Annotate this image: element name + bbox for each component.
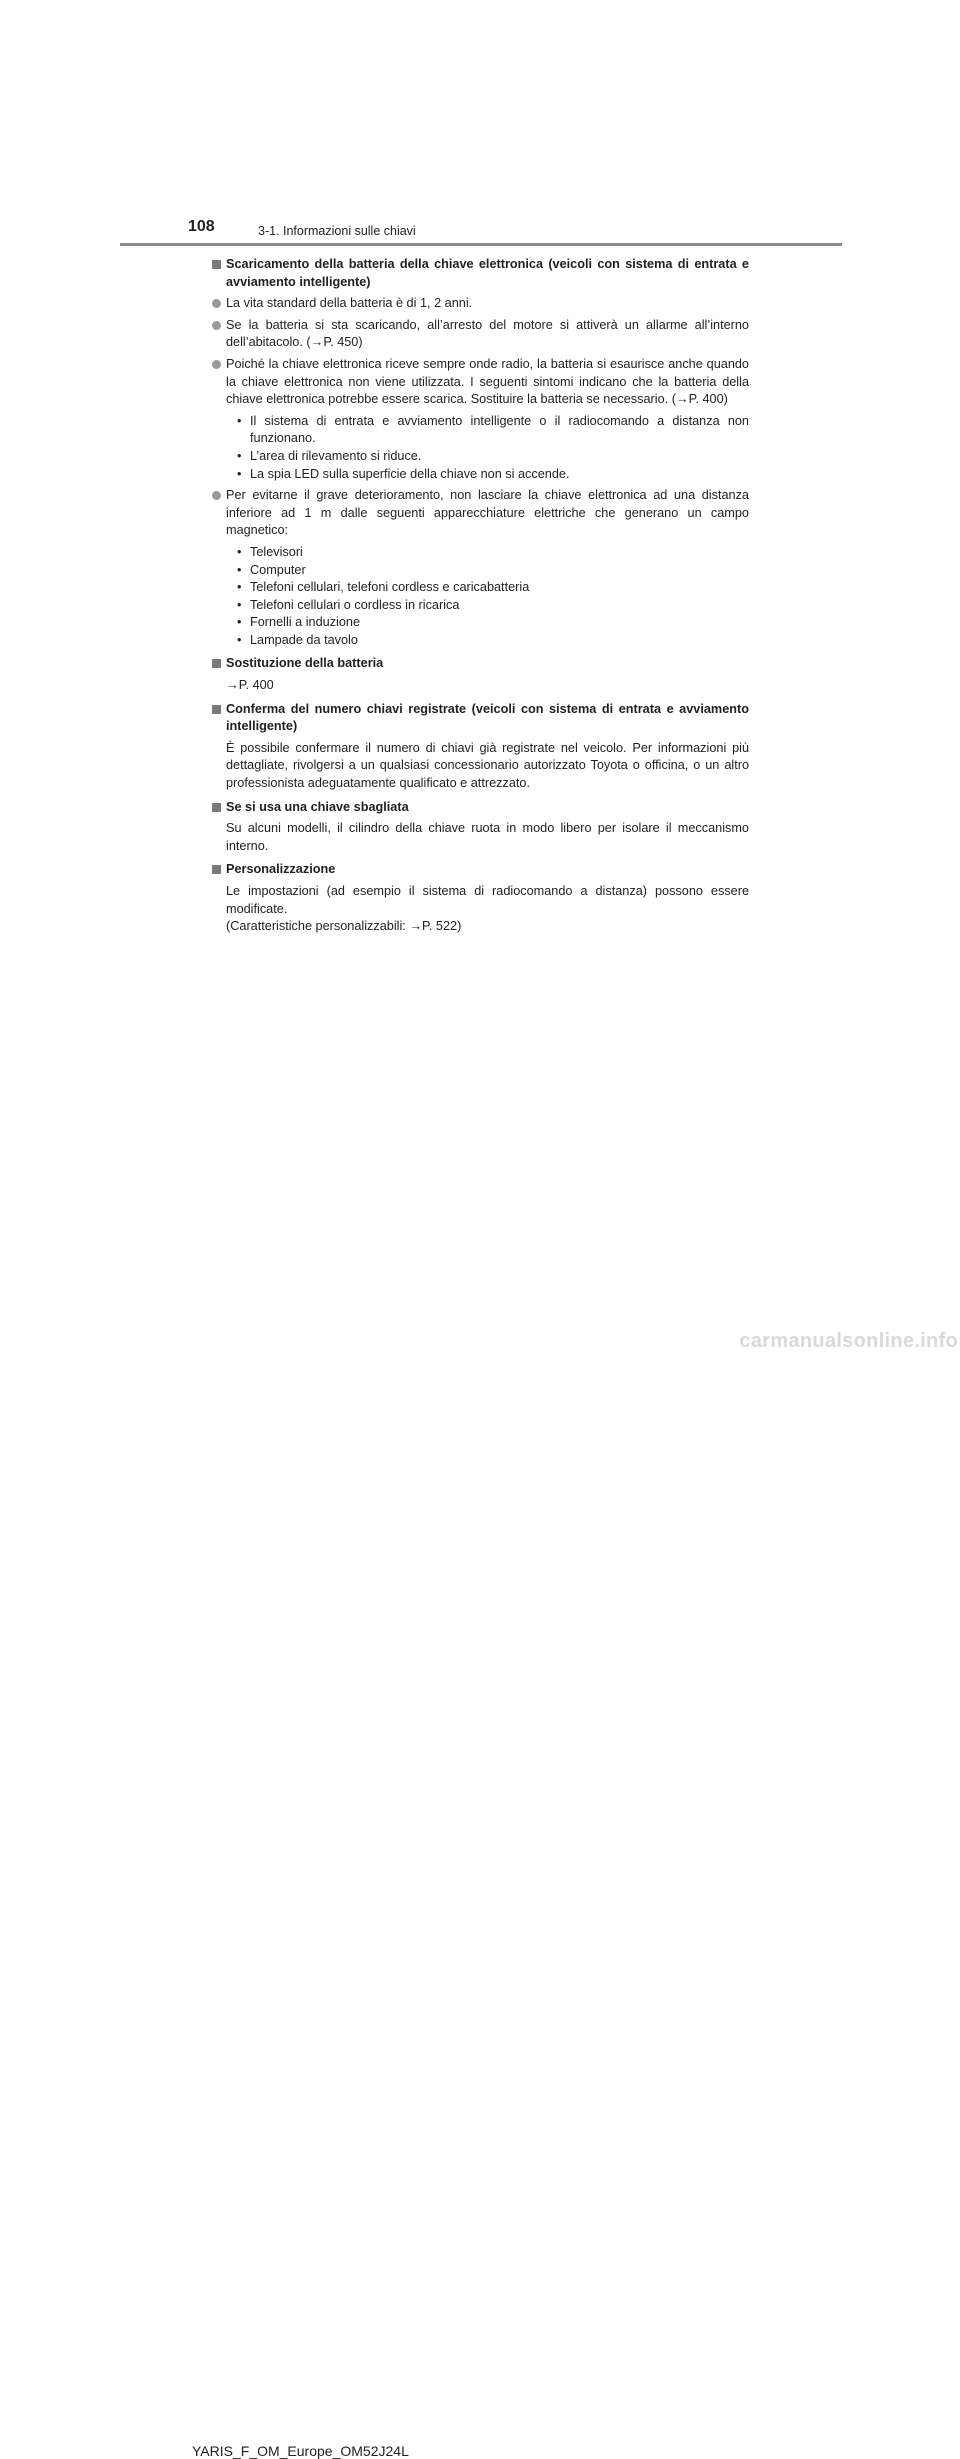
heading-text: Sostituzione della batteria	[226, 656, 384, 671]
section-heading	[211, 799, 749, 817]
circle-bullet-icon	[212, 360, 221, 369]
section-heading	[211, 861, 749, 879]
circle-bullet-icon	[212, 491, 221, 500]
square-bullet-icon	[212, 659, 221, 668]
symptoms-list	[226, 413, 749, 483]
page-reference: →P. 400	[226, 678, 274, 693]
square-bullet-icon	[212, 260, 221, 269]
section-customization	[211, 861, 749, 935]
item-text: Se la batteria si sta scaricando, all’arresto del motore si attiverà un allarme all’interno dell’abitacolo. (→P. 450)	[226, 317, 749, 350]
sub-item: • Telefoni cellulari, telefoni cordless e caricabatteria	[237, 580, 530, 595]
paragraph: È possibile confermare il numero di chiavi già registrate nel veicolo. Per informazioni più dettagliate, rivolgersi a un qualsiasi concessionario autorizzato Toyota o officina, o un altro professionista adeguatamente qualificato e attrezzato.	[226, 740, 749, 791]
circle-bullet-icon	[212, 321, 221, 330]
square-bullet-icon	[212, 865, 221, 874]
section-title: 3-1. Informazioni sulle chiavi	[258, 224, 416, 238]
sub-item: • Il sistema di entrata e avviamento intelligente o il radiocomando a distanza non funzionano.	[237, 413, 749, 446]
heading-text: Conferma del numero chiavi registrate (veicoli con sistema di entrata e avviamento intelligente)	[226, 701, 749, 734]
section-battery-replacement	[211, 655, 749, 694]
paragraph: Su alcuni modelli, il cilindro della chiave ruota in modo libero per isolare il meccanismo interno.	[226, 821, 749, 853]
heading-text: Se si usa una chiave sbagliata	[226, 799, 409, 814]
section-wrong-key	[211, 799, 749, 856]
circle-bullet-icon	[212, 299, 221, 308]
page-header	[0, 0, 960, 250]
sub-item: • Televisori	[237, 544, 303, 559]
sub-item: • L’area di rilevamento si riduce.	[237, 448, 422, 463]
section-registered-keys	[211, 701, 749, 793]
list-item	[211, 356, 749, 409]
heading-text: Scaricamento della batteria della chiave elettronica (veicoli con sistema di entrata e avviamento intelligente)	[226, 257, 749, 289]
item-text: Poiché la chiave elettronica riceve sempre onde radio, la batteria si esaurisce anche quando la chiave elettronica non viene utilizzata. I seguenti sintomi indicano che la batteria della chiave elettronica potrebbe essere scarica. Sostituire la batteria se necessario. (→P. 400)	[226, 356, 749, 407]
sub-item: • Telefoni cellulari o cordless in ricarica	[237, 597, 460, 612]
heading-text: Personalizzazione	[226, 862, 336, 877]
header-divider	[120, 243, 842, 246]
section-heading	[211, 701, 749, 736]
section-heading	[211, 256, 749, 291]
section-heading	[211, 655, 749, 673]
document-code: YARIS_F_OM_Europe_OM52J24L	[192, 2443, 409, 2459]
sub-item: • La spia LED sulla superficie della chiave non si accende.	[237, 466, 570, 481]
sub-item: • Lampade da tavolo	[237, 632, 358, 647]
list-item	[211, 317, 749, 352]
section-battery-discharge	[211, 256, 749, 649]
sub-item: • Fornelli a induzione	[237, 615, 361, 630]
list-item	[211, 295, 749, 313]
item-text: Per evitarne il grave deterioramento, non lasciare la chiave elettronica ad una distanza inferiore ad 1 m dalle seguenti apparecchiature elettriche che generano un campo magnetico:	[226, 488, 749, 538]
page-reference: (Caratteristiche personalizzabili: →P. 522)	[226, 919, 462, 934]
item-text: La vita standard della batteria è di 1, 2 anni.	[226, 296, 473, 311]
page-content	[211, 256, 749, 942]
square-bullet-icon	[212, 803, 221, 812]
page-number: 108	[188, 218, 215, 235]
paragraph: Le impostazioni (ad esempio il sistema di radiocomando a distanza) possono essere modificate.	[226, 884, 749, 916]
watermark: carmanualsonline.info	[739, 1330, 958, 1352]
square-bullet-icon	[212, 705, 221, 714]
list-item	[211, 487, 749, 540]
appliances-list	[226, 544, 749, 650]
sub-item: • Computer	[237, 562, 306, 577]
